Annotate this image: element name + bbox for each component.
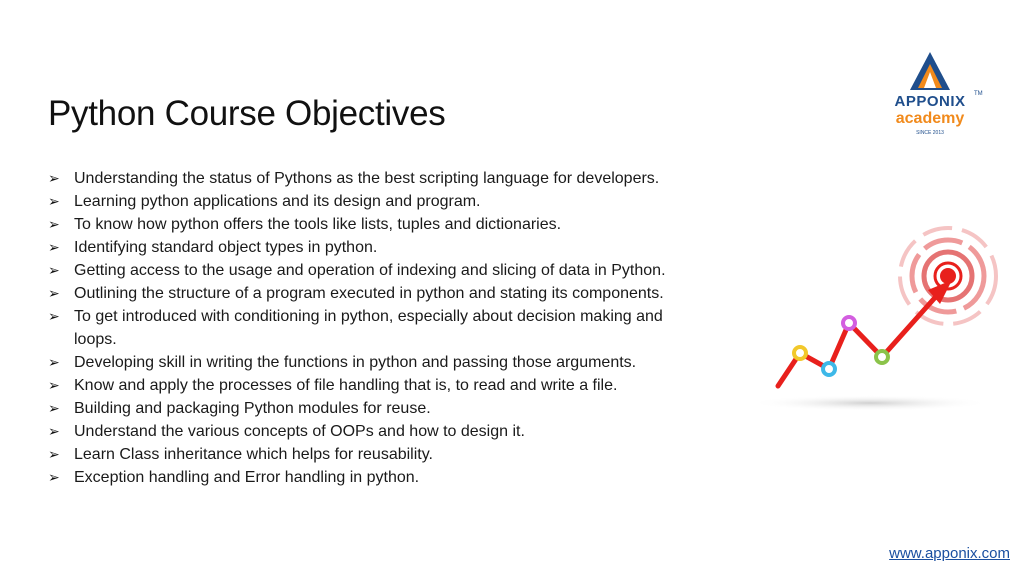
objective-text: Identifying standard object types in python.: [74, 239, 378, 256]
growth-target-illustration: [740, 210, 1010, 420]
objective-text: Learning python applications and its design and program.: [74, 193, 481, 210]
list-item: [48, 397, 708, 420]
list-item: [48, 282, 708, 305]
arrow-bullet-icon: ➢: [48, 469, 60, 485]
arrow-bullet-icon: ➢: [48, 377, 60, 393]
list-item: [48, 259, 708, 282]
target-arrow-icon: [740, 210, 1010, 420]
apponix-logo: [880, 50, 990, 140]
arrow-bullet-icon: ➢: [48, 285, 60, 301]
logo-mountain-icon: [880, 50, 980, 94]
objective-text: To know how python offers the tools like lists, tuples and dictionaries.: [74, 216, 562, 233]
slide-title: Python Course Objectives: [48, 94, 446, 133]
arrow-bullet-icon: ➢: [48, 423, 60, 439]
arrow-bullet-icon: ➢: [48, 308, 60, 324]
objective-text: Building and packaging Python modules for reuse.: [74, 400, 431, 417]
objective-text: Developing skill in writing the functions in python and passing those arguments.: [74, 354, 637, 371]
objective-text: Outlining the structure of a program executed in python and stating its components.: [74, 285, 664, 302]
list-item: [48, 167, 708, 190]
list-item: [48, 443, 708, 466]
objective-text: Exception handling and Error handling in python.: [74, 469, 420, 486]
list-item: [48, 305, 708, 351]
arrow-bullet-icon: ➢: [48, 262, 60, 278]
arrow-bullet-icon: ➢: [48, 354, 60, 370]
list-item: [48, 213, 708, 236]
objective-text: Getting access to the usage and operation of indexing and slicing of data in Python.: [74, 262, 666, 279]
arrow-bullet-icon: ➢: [48, 170, 60, 186]
logo-brand-text: APPONIX: [894, 93, 966, 110]
objective-text: Know and apply the processes of file handling that is, to read and write a file.: [74, 377, 618, 394]
list-item: [48, 420, 708, 443]
list-item: [48, 351, 708, 374]
arrow-bullet-icon: ➢: [48, 400, 60, 416]
arrow-bullet-icon: ➢: [48, 446, 60, 462]
arrow-bullet-icon: ➢: [48, 216, 60, 232]
arrow-bullet-icon: ➢: [48, 239, 60, 255]
objective-text: Understanding the status of Pythons as the best scripting language for developers.: [74, 170, 660, 187]
arrow-bullet-icon: ➢: [48, 193, 60, 209]
list-item: [48, 466, 708, 489]
logo-since: SINCE 2013: [916, 130, 944, 136]
logo-subtitle: academy: [895, 110, 965, 127]
list-item: [48, 190, 708, 213]
objective-text: Understand the various concepts of OOPs and how to design it.: [74, 423, 525, 440]
list-item: [48, 374, 708, 397]
list-item: [48, 236, 708, 259]
objectives-list: [48, 167, 708, 489]
logo-trademark: TM: [974, 91, 983, 97]
objective-text: Learn Class inheritance which helps for reusability.: [74, 446, 433, 463]
objective-text: To get introduced with conditioning in python, especially about decision making and loops.: [74, 308, 663, 348]
website-link[interactable]: www.apponix.com: [889, 545, 1010, 562]
